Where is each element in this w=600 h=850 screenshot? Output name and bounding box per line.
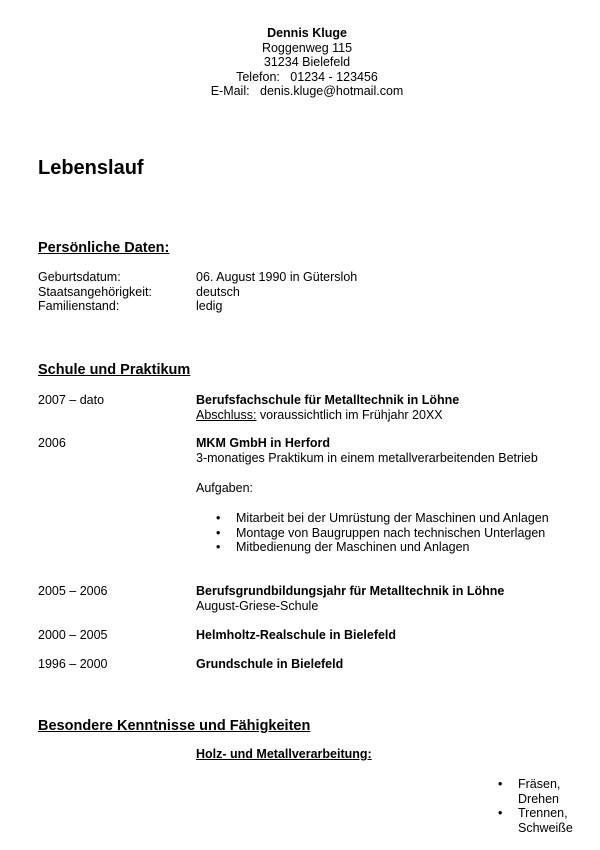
entry-period: 2006 xyxy=(38,436,66,450)
phone: Telefon: 01234 - 123456 xyxy=(236,69,378,84)
list-item xyxy=(518,777,573,806)
item-line: • Fräsen, xyxy=(518,777,561,791)
section-personal-heading: Persönliche Daten: xyxy=(38,240,170,256)
item-line: • Trennen, xyxy=(518,806,568,820)
city: 31234 Bielefeld xyxy=(263,55,351,69)
tasks-list xyxy=(236,511,549,555)
section-skills-heading: Besondere Kenntnisse und Fähigkeiten xyxy=(38,718,311,734)
entry-detail: 3-monatiges Praktikum in einem metallverarbeitenden Betrieb xyxy=(196,450,538,465)
section-school-heading: Schule und Praktikum xyxy=(38,362,191,378)
list-item: • Mitarbeit bei der Umrüstung der Maschinen und Anlagen xyxy=(236,511,549,526)
entry-name: Berufsfachschule für Metalltechnik in Löhne xyxy=(196,393,460,407)
entry-name: Grundschule in Bielefeld xyxy=(196,657,344,671)
list-item: • Montage von Baugruppen nach technischen Unterlagen xyxy=(236,526,549,541)
contact-header xyxy=(0,26,600,99)
row-value: deutsch xyxy=(196,285,240,299)
entry-period: 1996 – 2000 xyxy=(38,657,108,671)
entry-period: 2000 – 2005 xyxy=(38,628,108,642)
entry-period: 2005 – 2006 xyxy=(38,584,108,598)
entry-name: Helmholtz-Realschule in Bielefeld xyxy=(196,628,397,642)
item-line: Schweiße xyxy=(518,820,573,835)
entry-detail xyxy=(196,408,596,423)
detail-label: Abschluss: xyxy=(196,407,257,422)
row-label: Familienstand: xyxy=(38,299,120,313)
list-item xyxy=(518,806,573,835)
document-title: Lebenslauf xyxy=(38,157,144,179)
skills-list xyxy=(518,777,573,835)
row-value: 06. August 1990 in Gütersloh xyxy=(196,270,358,284)
row-value: ledig xyxy=(196,299,223,313)
detail-text: voraussichtlich im Frühjahr 20XX xyxy=(256,407,443,422)
entry-detail: August-Griese-Schule xyxy=(196,598,319,613)
entry-name: MKM GmbH in Herford xyxy=(196,436,331,450)
list-item: • Mitbedienung der Maschinen und Anlagen xyxy=(236,540,549,555)
tasks-label: Aufgaben: xyxy=(196,481,253,495)
applicant-name: Dennis Kluge xyxy=(267,26,347,40)
item-line: Drehen xyxy=(518,791,559,806)
row-label: Geburtsdatum: xyxy=(38,270,121,284)
email: E-Mail: denis.kluge@hotmail.com xyxy=(210,84,404,98)
entry-name: Berufsgrundbildungsjahr für Metalltechnik in Löhne xyxy=(196,584,505,598)
street-address: Roggenweg 115 xyxy=(261,40,353,55)
entry-period: 2007 – dato xyxy=(38,393,105,407)
skills-subheading: Holz- und Metallverarbeitung: xyxy=(196,747,372,761)
row-label: Staatsangehörigkeit: xyxy=(38,285,152,299)
